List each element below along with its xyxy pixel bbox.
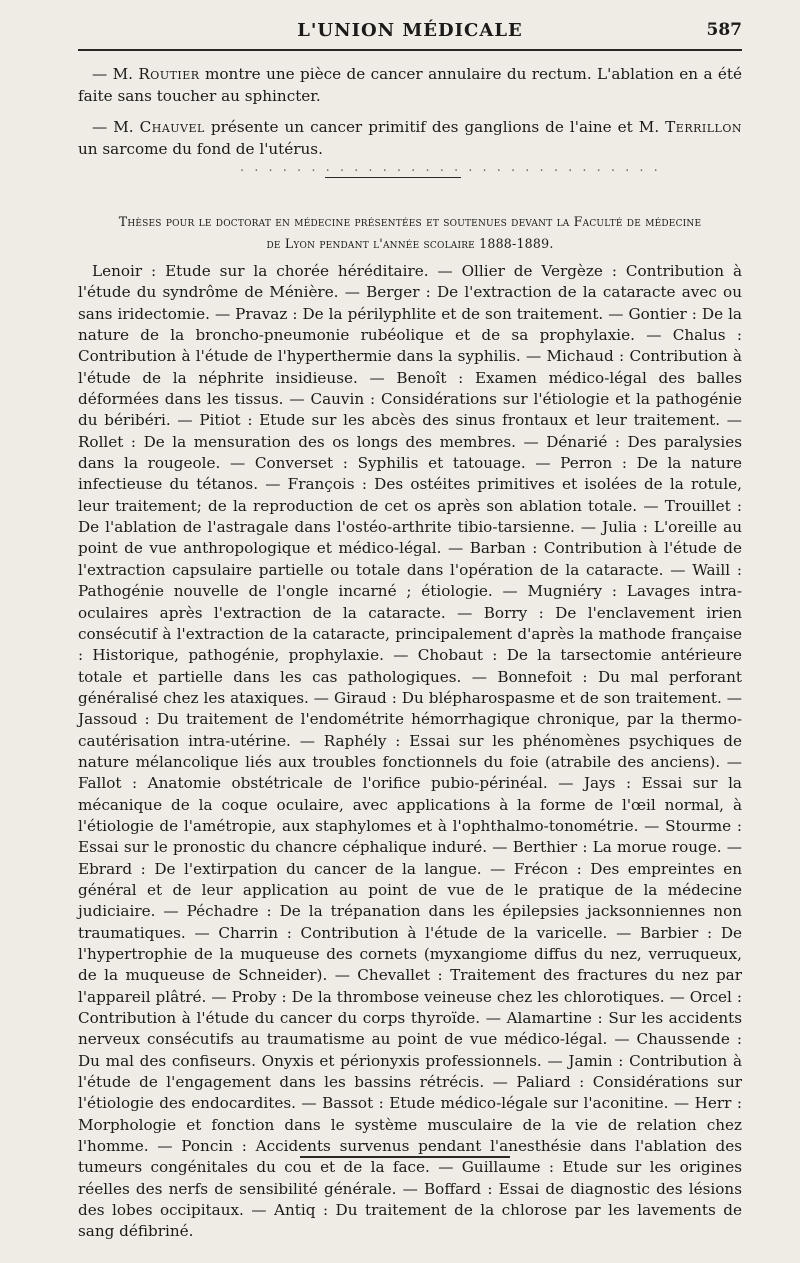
journal-title: L'UNION MÉDICALE: [297, 20, 523, 41]
section-heading: [78, 211, 742, 255]
note-lead: — M.: [92, 65, 139, 83]
note-text: un sarcome du fond de l'utérus.: [78, 139, 323, 158]
note-name: Routier: [138, 65, 200, 83]
note-chauvel: [78, 117, 742, 160]
header-rule: [78, 49, 742, 51]
note-routier: [78, 64, 742, 107]
note-text-mid: présente un cancer primitif des ganglions de l'aine et M.: [204, 118, 666, 136]
heading-line-1: Thèses pour le doctorat en médecine présentées et soutenues devant la Faculté de médecine: [118, 214, 702, 229]
note-text: montre une pièce de cancer annulaire du rectum. L'ablation en a été faite sans toucher au sphincter.: [78, 65, 742, 105]
heading-line-2: de Lyon pendant l'année scolaire 1888-1889.: [266, 236, 554, 251]
section-divider: [325, 177, 461, 178]
running-header: [78, 18, 742, 48]
page-number: 587: [706, 20, 742, 40]
note-name-2: Terrillon: [665, 118, 742, 136]
dotted-separator: . . . . . . . . . . . . . . . . . . . . . . . . . . . . . .: [240, 160, 661, 175]
note-name: Chauvel: [139, 118, 205, 136]
theses-list: Lenoir : Etude sur la chorée héréditaire. — Ollier de Vergèze : Contribution à l'étude du syndrôme de Ménière. — Berger : De l'extraction de la cataracte avec ou sans iridectomie. — Pravaz : De la périlyphlite et de son traitement. — Gontier : De la nature de la broncho-pneumonie rubéolique et de sa prophylaxie. — Chalus : Contribution à l'étude de l'hyperthermie dans la syphilis. — Michaud : Contribution à l'étude de la néphrite insidieuse. — Benoît : Examen médico-légal des balles déformées dans les tissus. — Cauvin : Considérations sur l'étiologie et la pathogénie du béribéri. — Pitiot : Etude sur les abcès des sinus frontaux et leur traitement. — Rollet : De la mensuration des os longs des membres. — Dénarié : Des paralysies dans la rougeole. — Converset : Syphilis et tatouage. — Perron : De la nature infectieuse du tétanos. — François : Des ostéites primitives et isolées de la rotule, leur traitement; de la reproduction de cet os après son ablation totale. — Trouillet : De l'ablation de l'astragale dans l'ostéo-arthrite tibio-tarsienne. — Julia : L'oreille au point de vue anthropologique et médico-légal. — Barban : Contribution à l'étude de l'extraction capsulaire partielle ou totale dans l'opération de la cataracte. — Waill : Pathogénie nouvelle de l'ongle incarné ; étiologie. — Mugniéry : Lavages intra-oculaires après l'extraction de la cataracte. — Borry : De l'enclavement irien consécutif à l'extraction de la cataracte, principalement d'après la mathode française : Historique, pathogénie, prophylaxie. — Chobaut : De la tarsectomie antérieure totale et partielle dans les cas pathologiques. — Bonnefoit : Du mal perforant généralisé chez les ataxiques. — Giraud : Du blépharospasme et de son traitement. — Jassoud : Du traitement de l'endométrite hémorrhagique chronique, par la thermo-cautérisation intra-utérine. — Raphély : Essai sur les phénomènes psychiques de nature mélancolique liés aux troubles fonctionnels du foie (atrabile des anciens). — Fallot : Anatomie obstétricale de l'orifice pubio-périnéal. — Jays : Essai sur la mécanique de la coque oculaire, avec applications à la forme de l'œil normal, à l'étiologie de l'amétropie, aux staphylomes et à l'ophthalmo-tonométrie. — Stourme : Essai sur le pronostic du chancre céphalique induré. — Berthier : La morue rouge. — Ebrard : De l'extirpation du cancer de la langue. — Frécon : Des empreintes en général et de leur application au point de vue de le pratique de la médecine judiciaire. — Péchadre : De la trépanation dans les épilepsies jacksonniennes non traumatiques. — Charrin : Contribution à l'étude de la varicelle. — Barbier : De l'hypertrophie de la muqueuse des cornets (myxangiome diffus du nez, verruqueux, de la muqueuse de Schneider). — Chevallet : Traitement des fractures du nez par l'appareil plâtré. — Proby : De la thrombose veineuse chez les chlorotiques. — Orcel : Contribution à l'étude du cancer du corps thyroïde. — Alamartine : Sur les accidents nerveux consécutifs au traumatisme au point de vue médico-légal. — Chaussende : Du mal des confiseurs. Onyxis et périonyxis professionnels. — Jamin : Contribution à l'étude de l'engagement dans les bassins rétrécis. — Paliard : Considérations sur l'étiologie des endocardites. — Bassot : Etude médico-légale sur l'aconitine. — Herr : Morphologie et fonction dans le système musculaire de la vie de relation chez l'homme. — Poncin : Accidents survenus pendant l'anesthésie dans l'ablation des tumeurs congénitales du cou et de la face. — Guillaume : Etude sur les origines réelles des nerfs de sensibilité générale. — Boffard : Essai de diagnostic des lésions des lobes occipitaux. — Antiq : Du traitement de la chlorose par les lavements de sang défibriné.: [78, 262, 742, 1241]
note-lead: — M.: [92, 118, 140, 136]
end-rule: [300, 1156, 510, 1158]
